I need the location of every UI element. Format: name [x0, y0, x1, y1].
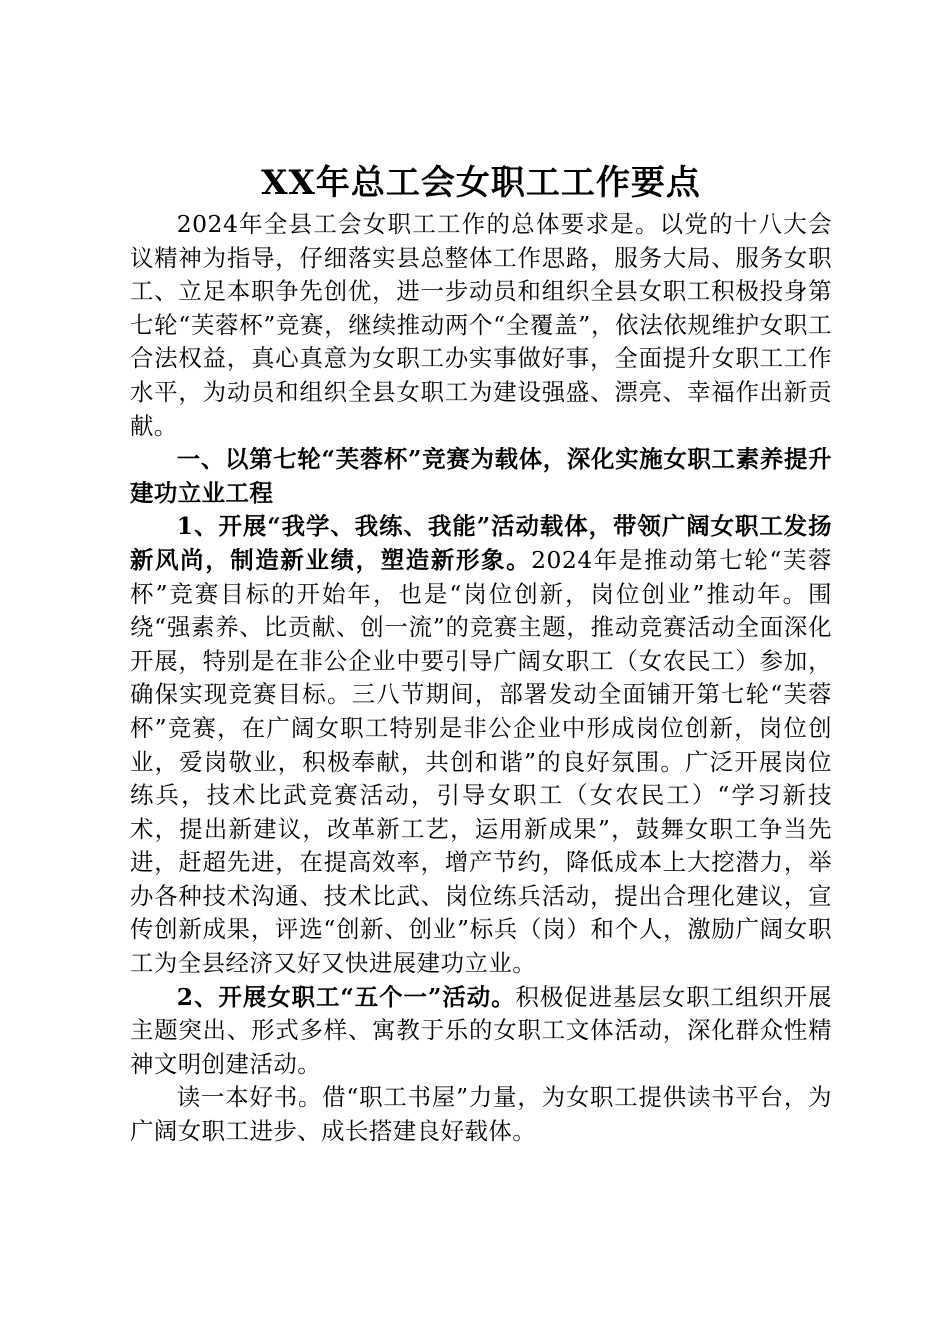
document-title: XX年总工会女职工工作要点 — [261, 163, 701, 203]
section-heading: 一、以第七轮“芙蓉杯”竞赛为载体，深化实施女职工素养提升建功立业工程 — [130, 445, 832, 507]
item-2-body: 积极促进基层女职工组织开展主题突出、形式多样、寓教于乐的女职工文体活动，深化群众性精神文明创建活动。 — [130, 982, 832, 1078]
document-page — [130, 160, 832, 1149]
item-1-paragraph — [130, 510, 832, 980]
intro-paragraph: 2024年全县工会女职工工作的总体要求是。以党的十八大会议精神为指导，仔细落实县总整体工作思路，服务大局、服务女职工、立足本职争先创优，进一步动员和组织全县女职工积极投身第七轮“芙蓉杯”竞赛，继续推动两个“全覆盖”，依法依规维护女职工合法权益，真心真意为女职工办实事做好事，全面提升女职工工作水平，为动员和组织全县女职工为建设强盛、漂亮、幸福作出新贡献。 — [130, 210, 832, 440]
item-3-paragraph: 读一本好书。借“职工书屋”力量，为女职工提供读书平台，为广阔女职工进步、成长搭建良好载体。 — [130, 1083, 832, 1146]
item-1-lead: 1、开展“我学、我练、我能”活动载体，带领广阔女职工发扬新风尚，制造新业绩，塑造新形象。 — [130, 512, 832, 574]
item-2-lead: 2、开展女职工“五个一”活动。 — [176, 982, 516, 1011]
item-1-body: 2024年是推动第七轮“芙蓉杯”竞赛目标的开始年，也是“岗位创新，岗位创业”推动年。围绕“强素养、比贡献、创一流”的竞赛主题，推动竞赛活动全面深化开展，特别是在非公企业中要引导广阔女职工（女农民工）参加，确保实现竞赛目标。三八节期间，部署发动全面铺开第七轮“芙蓉杯”竞赛，在广阔女职工特别是非公企业中形成岗位创新，岗位创业，爱岗敬业，积极奉献，共创和谐”的良好氛围。广泛开展岗位练兵，技术比武竞赛活动，引导女职工（女农民工）“学习新技术，提出新建议，改革新工艺，运用新成果”，鼓舞女职工争当先进，赶超先进，在提高效率，增产节约，降低成本上大挖潜力，举办各种技术沟通、技术比武、岗位练兵活动，提出合理化建议，宣传创新成果，评选“创新、创业”标兵（岗）和个人，激励广阔女职工为全县经济又好又快进展建功立业。 — [130, 545, 832, 978]
item-2-paragraph — [130, 981, 832, 1082]
